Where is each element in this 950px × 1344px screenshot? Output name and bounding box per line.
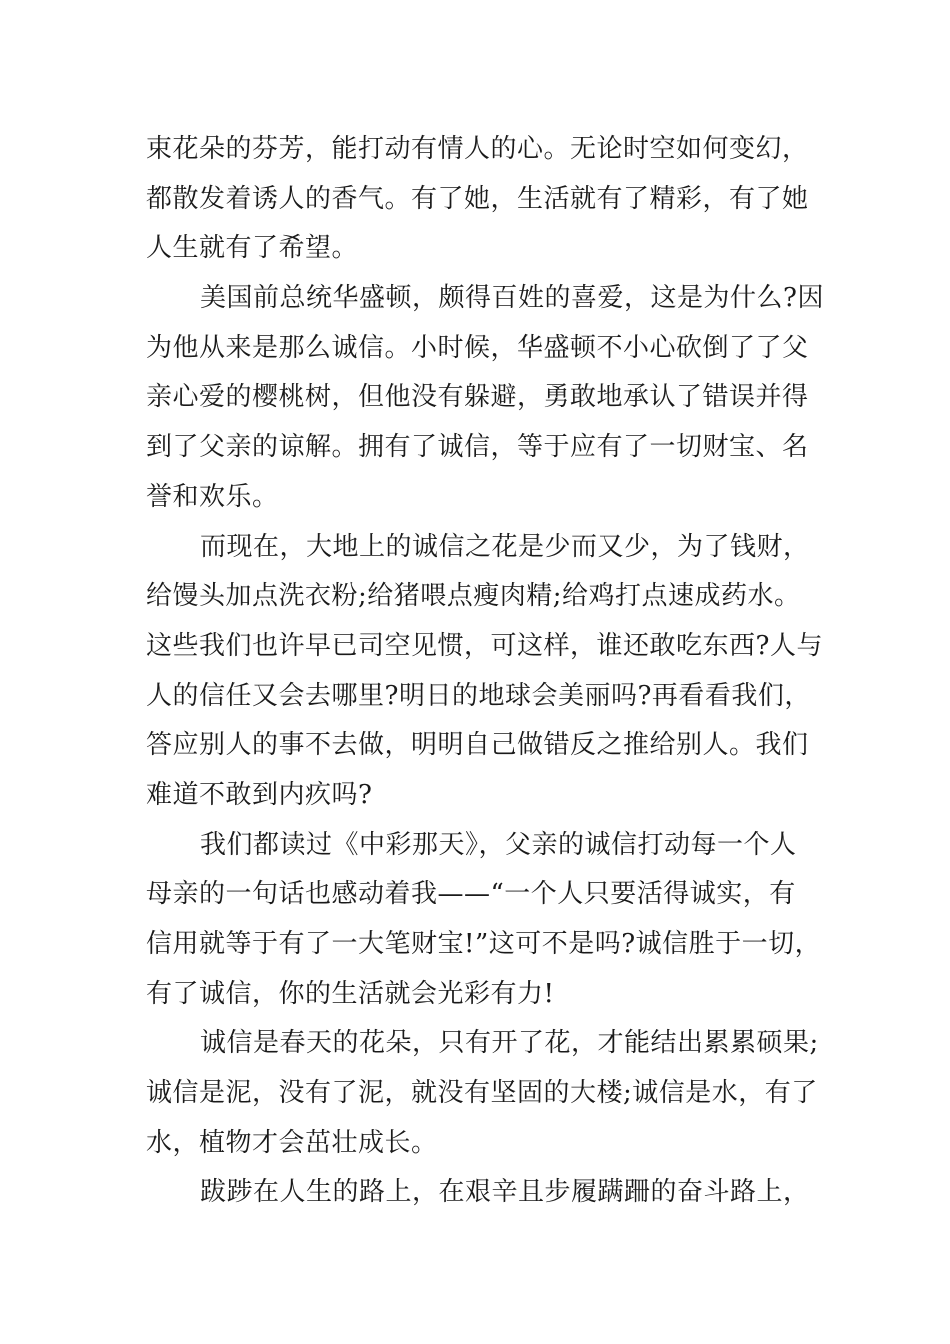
text-line: 难道不敢到内疚吗? bbox=[146, 779, 373, 810]
text-line: 人的信任又会去哪里?明日的地球会美丽吗?再看看我们， bbox=[146, 680, 811, 711]
text-line: 都散发着诱人的香气。有了她，生活就有了精彩，有了她 bbox=[146, 183, 809, 214]
text-line: 亲心爱的樱桃树，但他没有躲避，勇敢地承认了错误并得 bbox=[146, 382, 809, 413]
text-line: 答应别人的事不去做，明明自己做错反之推给别人。我们 bbox=[146, 730, 809, 761]
paragraph-first-line: 跋踄在人生的路上，在艰辛且步履蹒跚的奋斗路上， bbox=[200, 1177, 810, 1208]
text-line: 信用就等于有了一大笔财宝!”这可不是吗?诚信胜于一切， bbox=[146, 929, 822, 959]
text-line: 誉和欢乐。 bbox=[146, 481, 279, 512]
text-line: 束花朵的芬芳，能打动有情人的心。无论时空如何变幻， bbox=[146, 134, 809, 164]
paragraph-first-line: 而现在，大地上的诚信之花是少而又少，为了钱财， bbox=[200, 531, 810, 562]
paragraph-first-line: 美国前总统华盛顿，颇得百姓的喜爱，这是为什么?因 bbox=[200, 283, 824, 314]
text-line: 诚信是泥，没有了泥，就没有坚固的大楼;诚信是水，有了 bbox=[146, 1078, 818, 1109]
text-line: 给馒头加点洗衣粉;给猪喂点瘦肉精;给鸡打点速成药水。 bbox=[146, 581, 801, 612]
text-line: 母亲的一句话也感动着我——“一个人只要活得诚实，有 bbox=[146, 879, 796, 910]
text-line: 人生就有了希望。 bbox=[146, 233, 359, 264]
text-line: 到了父亲的谅解。拥有了诚信，等于应有了一切财宝、名 bbox=[146, 432, 809, 463]
text-line: 这些我们也许早已司空见惯，可这样，谁还敢吃东西?人与 bbox=[146, 630, 823, 661]
text-line: 为他从来是那么诚信。小时候，华盛顿不小心砍倒了了父 bbox=[146, 332, 809, 363]
paragraph-first-line: 诚信是春天的花朵，只有开了花，才能结出累累硕果; bbox=[200, 1028, 819, 1059]
paragraph-first-line: 我们都读过《中彩那天》，父亲的诚信打动每一个人 bbox=[200, 829, 797, 860]
body-text bbox=[146, 125, 826, 1218]
text-line: 水，植物才会茁壮成长。 bbox=[146, 1127, 438, 1158]
text-line: 有了诚信，你的生活就会光彩有力! bbox=[146, 978, 555, 1009]
